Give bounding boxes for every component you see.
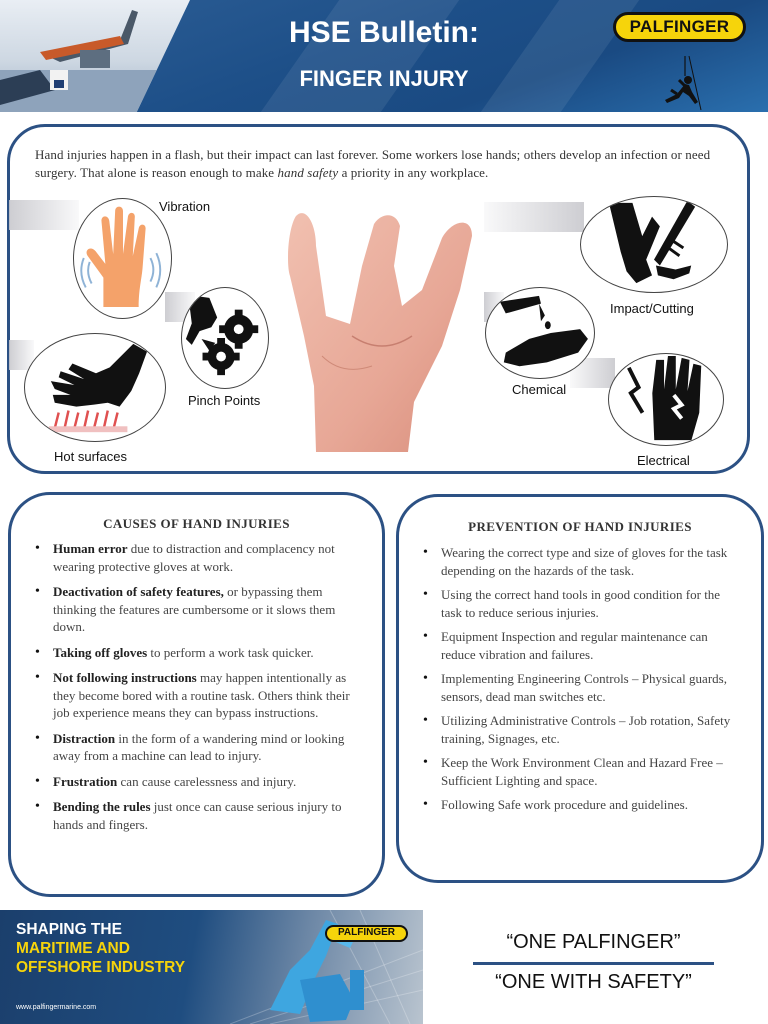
pinch-points-label: Pinch Points: [188, 393, 261, 408]
intro-text: Hand injuries happen in a flash, but their impact can last forever. Some workers lose hands; others develop an infection or need surgery. That alone is reason enough to make: [35, 147, 711, 180]
bulletin-subtitle: FINGER INJURY: [299, 66, 469, 91]
palfinger-logo: PALFINGER: [613, 12, 746, 42]
banner-line: SHAPING THE: [16, 921, 122, 938]
footer-banner: [0, 910, 423, 1024]
list-item: • Keep the Work Environment Clean and Hazard Free – Sufficient Lighting and space.: [423, 754, 741, 789]
list-item: [35, 583, 360, 636]
item-bold: Not following instructions: [53, 670, 197, 685]
banner-url: www.palfingermarine.com: [16, 1004, 97, 1011]
list-item: • Utilizing Administrative Controls – Job rotation, Safety training, Signages, etc.: [423, 712, 741, 747]
injured-hand-image: [282, 206, 480, 456]
item-text: due to distraction and complacency not wearing protective gloves at work.: [53, 541, 335, 574]
list-item: [35, 540, 360, 575]
prevention-title: PREVENTION OF HAND INJURIES: [468, 519, 692, 534]
causes-title: CAUSES OF HAND INJURIES: [103, 516, 290, 531]
item-text: may happen intentionally as they become bored with a routine task. Others think their job experience means they can bypass instructions.: [53, 670, 350, 720]
intro-text-end: a priority in any workplace.: [338, 165, 489, 180]
list-item: [35, 773, 360, 791]
decor-bar: [484, 202, 584, 232]
hot-surfaces-icon: [24, 333, 166, 442]
list-item: • Equipment Inspection and regular maintenance can reduce vibration and failures.: [423, 628, 741, 663]
list-item: [35, 644, 360, 662]
electrical-icon: [608, 353, 724, 446]
bulletin-title: HSE Bulletin:: [288, 16, 479, 49]
pinch-points-icon: [181, 287, 269, 389]
item-text: just once can cause serious injury to hands and fingers.: [53, 799, 342, 832]
header-banner: [0, 0, 768, 112]
chemical-label: Chemical: [512, 382, 567, 397]
list-item: • Wearing the correct type and size of gloves for the task depending on the hazards of the task.: [423, 544, 741, 579]
decor-bar: [9, 200, 79, 230]
item-bold: Taking off gloves: [53, 644, 148, 660]
item-text: to perform a work task quicker.: [147, 644, 314, 660]
item-bold: Frustration: [53, 773, 118, 789]
list-item: [35, 669, 360, 722]
list-item: • Implementing Engineering Controls – Physical guards, sensors, dead man switches etc.: [423, 670, 741, 705]
list-item: • Following Safe work procedure and guidelines.: [423, 796, 741, 814]
item-bold: Human error: [53, 541, 128, 556]
climber-icon: [655, 56, 705, 110]
banner-headline: [16, 920, 246, 977]
item-text: can cause carelessness and injury.: [117, 773, 297, 789]
intro-emphasis: hand safety: [277, 165, 339, 180]
item-bold: Distraction: [53, 730, 116, 746]
list-item: • Using the correct hand tools in good condition for the task to reduce serious injuries.: [423, 586, 741, 621]
prevention-list: [423, 544, 741, 814]
item-text: in the form of a wandering mind or looking away from a machine can lead to injury.: [53, 730, 345, 763]
list-item: [35, 730, 360, 765]
banner-palfinger-logo: PALFINGER: [325, 925, 408, 942]
banner-line: OFFSHORE INDUSTRY: [16, 959, 186, 976]
chemical-icon: [485, 287, 595, 379]
impact-cutting-label: Impact/Cutting: [610, 301, 694, 316]
item-bold: Bending the rules: [53, 799, 151, 814]
electrical-label: Electrical: [637, 453, 690, 468]
vibration-icon: [73, 198, 172, 319]
slogan-one-palfinger: “ONE PALFINGER”: [506, 931, 681, 953]
vibration-label: Vibration: [159, 199, 211, 214]
list-item: [35, 798, 360, 833]
banner-line: MARITIME AND: [16, 940, 130, 957]
slogan-one-with-safety: “ONE WITH SAFETY”: [495, 971, 692, 993]
item-text: or bypassing them thinking the features are cumbersome or it slows them down.: [53, 584, 336, 634]
slogan-divider: [473, 962, 714, 965]
impact-cutting-icon: [580, 196, 728, 293]
causes-list: [35, 540, 360, 833]
hot-surfaces-label: Hot surfaces: [54, 449, 127, 464]
hazards-intro: [35, 146, 725, 182]
item-bold: Deactivation of safety features,: [53, 584, 224, 599]
